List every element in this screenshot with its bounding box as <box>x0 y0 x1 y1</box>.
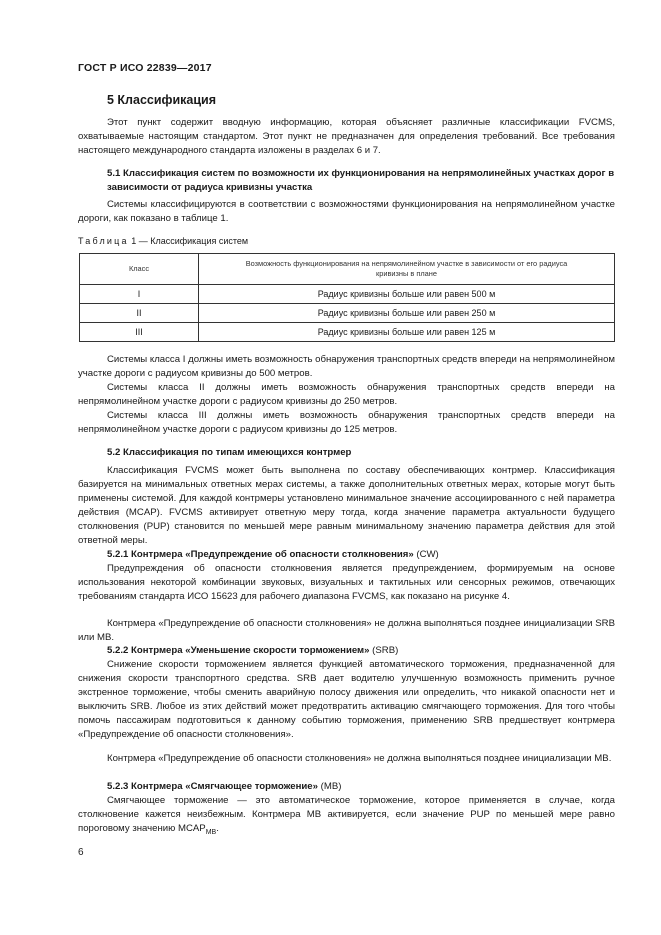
section-5-2-1-title <box>78 548 615 562</box>
table-cell-class: III <box>80 323 199 342</box>
section-5-2-3-title-bold: 5.2.3 Контрмера «Смягчающее торможение» <box>107 781 318 792</box>
section-5-2-3-title-tail: (MB) <box>317 781 342 792</box>
table-row <box>80 304 615 323</box>
table-header-row <box>80 254 615 285</box>
section-5-2-3-title <box>78 780 615 794</box>
table-row <box>80 285 615 304</box>
document-header: ГОСТ Р ИСО 22839—2017 <box>78 62 212 74</box>
section-5-2-2-title-bold: 5.2.2 Контрмера «Уменьшение скорости торможением» <box>107 645 370 656</box>
section-5-2-2-paragraph-1: Снижение скорости торможением является функцией автоматического торможения, предназначенной для снижения скорости транспортного средства. SRB дает водителю улучшенную возможность применить ручное экстренное торможение, чтобы сменить аварийную полосу движения или определить, что никакой опасности нет и выключить SRB. Любое из этих действий может предотвратить активацию смягчающего торможения. Для того чтобы помочь пассажирам подготовиться к данному событию торможения, применению SRB предшествует контрмера «Предупреждение об опасности столкновения». <box>78 659 615 740</box>
section-5-title: 5 Классификация <box>107 93 217 107</box>
table-cell-desc: Радиус кривизны больше или равен 500 м <box>199 285 615 304</box>
section-5-2-title: 5.2 Классификация по типам имеющихся контрмер <box>107 447 352 458</box>
section-5-2-1-paragraph-1: Предупреждения об опасности столкновения является предупреждением, формируемым на основе использования некоторой комбинации звуковых, визуальных и тактильных или сенсорных режимов, отвечающих требованиям стандарта ИСО 15623 для рабочего диапазона FVCMS, как показано на рисунке 4. <box>78 563 615 602</box>
section-5-2-3-paragraph <box>78 794 615 840</box>
table-cell-class: II <box>80 304 199 323</box>
intro-paragraph: Этот пункт содержит вводную информацию, которая объясняет различные классификации FVCMS, охватываемые настоящим стандартом. Этот пункт не предназначен для определения требований. Все требования настоящего международного стандарта изложены в разделах 6 и 7. <box>78 117 615 156</box>
table-caption <box>78 236 248 246</box>
section-5-2-1-paragraph-2: Контрмера «Предупреждение об опасности столкновения» не должна выполняться позднее инициализации SRB или MB. <box>78 618 615 643</box>
table-row <box>80 323 615 342</box>
class-1-paragraph: Системы класса I должны иметь возможность обнаружения транспортных средств впереди на непрямолинейном участке дороги с радиусом кривизны до 500 метров. <box>78 354 615 379</box>
column-header-class: Класс <box>80 254 199 285</box>
section-5-2-3-paragraph-end: . <box>216 823 219 834</box>
section-5-1-title: 5.1 Классификация систем по возможности их функционирования на непрямолинейных участках дорог в зависимости от радиуса кривизны участка <box>107 168 615 193</box>
table-cell-desc: Радиус кривизны больше или равен 125 м <box>199 323 615 342</box>
table-cell-class: I <box>80 285 199 304</box>
table-caption-prefix: Таблица <box>78 236 129 246</box>
table-caption-rest: 1 — Классификация систем <box>128 236 249 246</box>
column-header-capability-text: Возможность функционирования на непрямолинейном участке в зависимости от его радиуса кривизны в плане <box>245 259 568 278</box>
classification-table <box>79 253 615 342</box>
section-5-2-1-title-tail: (CW) <box>413 549 439 560</box>
section-5-2-2-title <box>78 644 615 658</box>
column-header-capability <box>199 254 615 285</box>
section-5-2-2-title-tail: (SRB) <box>369 645 399 656</box>
page-number: 6 <box>78 847 84 858</box>
class-2-paragraph: Системы класса II должны иметь возможность обнаружения транспортных средств впереди на непрямолинейном участке дороги с радиусом кривизны до 250 метров. <box>78 382 615 407</box>
section-5-2-paragraph: Классификация FVCMS может быть выполнена по составу обеспечивающих контрмер. Классификация базируется на минимальных ответных мерах системы, а также дополнительных ответных мерах, которые могут быть применены системой. Для каждой контрмеры установлено минимальное значение ассоциированного с ней параметра действия (MCAP). FVCMS активирует ответную меру тогда, когда значение параметра актуальности будущего столкновения (PUP) становится по меньшей мере равным минимальному значению параметра действия для этой ответной меры. <box>78 465 615 546</box>
section-5-1-paragraph: Системы классифицируются в соответствии с возможностями функционирования на непрямолинейном участке дороги, как показано в таблице 1. <box>78 199 615 224</box>
section-5-2-1-title-bold: 5.2.1 Контрмера «Предупреждение об опасности столкновения» <box>107 549 414 560</box>
class-3-paragraph: Системы класса III должны иметь возможность обнаружения транспортных средств впереди на непрямолинейном участке дороги с радиусом кривизны до 125 метров. <box>78 410 615 435</box>
mcap-subscript: MB <box>205 828 217 836</box>
table-cell-desc: Радиус кривизны больше или равен 250 м <box>199 304 615 323</box>
section-5-2-2-paragraph-2: Контрмера «Предупреждение об опасности столкновения» не должна выполняться позднее инициализации MB. <box>107 753 612 764</box>
section-5-2-3-paragraph-text: Смягчающее торможение — это автоматическое торможение, которое применяется в случае, когда столкновение кажется неизбежным. Контрмера MB активируется, если значение PUP по меньшей мере равно пороговому значению MCAP <box>78 795 615 834</box>
